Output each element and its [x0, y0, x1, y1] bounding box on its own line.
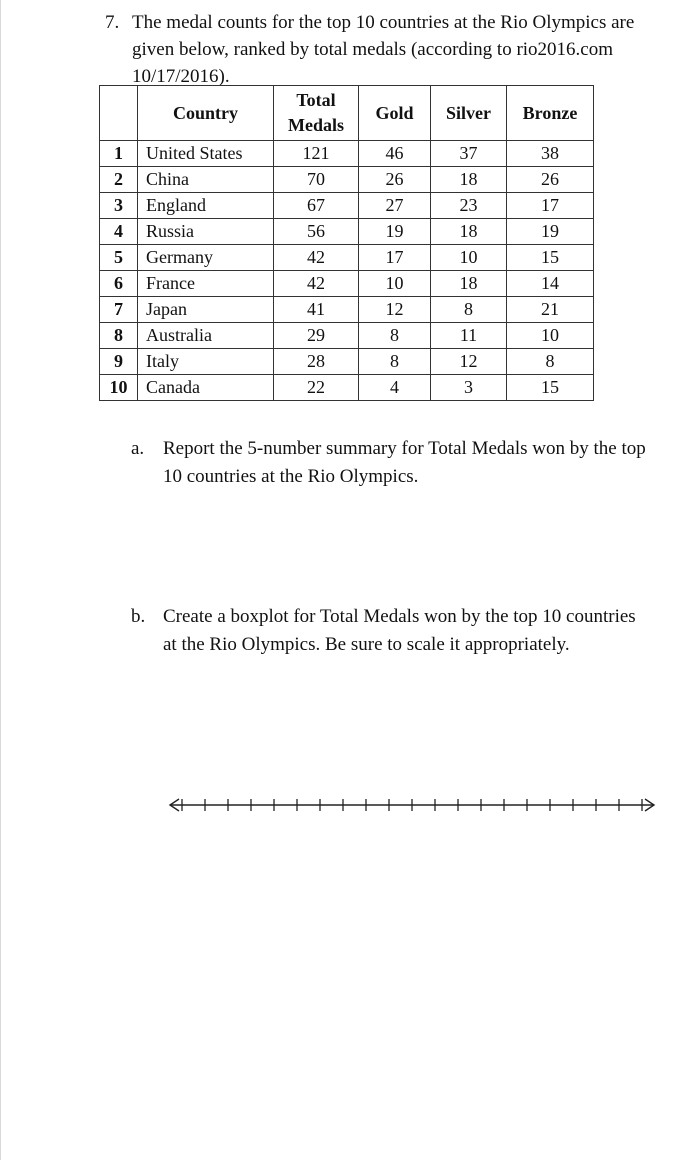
- part-a-question: [131, 435, 651, 491]
- cell-bronze: 15: [507, 245, 594, 271]
- cell-silver: 18: [431, 219, 507, 245]
- cell-rank: 5: [100, 245, 138, 271]
- cell-bronze: 21: [507, 297, 594, 323]
- cell-gold: 27: [359, 193, 431, 219]
- cell-bronze: 10: [507, 323, 594, 349]
- cell-bronze: 15: [507, 375, 594, 401]
- cell-silver: 8: [431, 297, 507, 323]
- cell-silver: 3: [431, 375, 507, 401]
- table-row: [100, 167, 594, 193]
- cell-gold: 17: [359, 245, 431, 271]
- cell-total: 22: [274, 375, 359, 401]
- cell-country: China: [138, 167, 274, 193]
- cell-country: Germany: [138, 245, 274, 271]
- cell-country: England: [138, 193, 274, 219]
- cell-gold: 46: [359, 141, 431, 167]
- cell-country: Canada: [138, 375, 274, 401]
- number-line-ticks: [182, 799, 642, 811]
- header-bronze: Bronze: [507, 86, 594, 141]
- cell-rank: 9: [100, 349, 138, 375]
- cell-silver: 11: [431, 323, 507, 349]
- cell-country: Italy: [138, 349, 274, 375]
- table-row: [100, 245, 594, 271]
- cell-rank: 7: [100, 297, 138, 323]
- cell-gold: 19: [359, 219, 431, 245]
- cell-total: 56: [274, 219, 359, 245]
- cell-rank: 10: [100, 375, 138, 401]
- table-row: [100, 271, 594, 297]
- cell-bronze: 14: [507, 271, 594, 297]
- cell-total: 29: [274, 323, 359, 349]
- cell-bronze: 26: [507, 167, 594, 193]
- header-total-medals: Total Medals: [274, 86, 359, 141]
- header-country: Country: [138, 86, 274, 141]
- part-b-question: [131, 603, 651, 659]
- table-header-row: [100, 86, 594, 141]
- number-line: [168, 794, 658, 816]
- cell-total: 70: [274, 167, 359, 193]
- cell-bronze: 8: [507, 349, 594, 375]
- page-left-border: [0, 0, 1, 1160]
- table-row: [100, 349, 594, 375]
- problem-statement: [105, 9, 665, 90]
- cell-country: Japan: [138, 297, 274, 323]
- cell-total: 28: [274, 349, 359, 375]
- cell-country: Russia: [138, 219, 274, 245]
- table-row: [100, 375, 594, 401]
- cell-gold: 8: [359, 323, 431, 349]
- cell-gold: 12: [359, 297, 431, 323]
- header-gold: Gold: [359, 86, 431, 141]
- header-rank: [100, 86, 138, 141]
- cell-rank: 6: [100, 271, 138, 297]
- cell-silver: 18: [431, 271, 507, 297]
- cell-total: 121: [274, 141, 359, 167]
- cell-total: 67: [274, 193, 359, 219]
- cell-gold: 8: [359, 349, 431, 375]
- cell-gold: 26: [359, 167, 431, 193]
- cell-bronze: 19: [507, 219, 594, 245]
- cell-gold: 10: [359, 271, 431, 297]
- part-a-text: Report the 5-number summary for Total Medals won by the top 10 countries at the Rio Olympics.: [163, 438, 646, 487]
- cell-bronze: 17: [507, 193, 594, 219]
- cell-total: 42: [274, 245, 359, 271]
- cell-country: France: [138, 271, 274, 297]
- cell-country: Australia: [138, 323, 274, 349]
- part-b-text: Create a boxplot for Total Medals won by the top 10 countries at the Rio Olympics. Be sure to scale it appropriately.: [163, 606, 636, 655]
- cell-bronze: 38: [507, 141, 594, 167]
- cell-silver: 12: [431, 349, 507, 375]
- cell-total: 42: [274, 271, 359, 297]
- cell-country: United States: [138, 141, 274, 167]
- table-row: [100, 141, 594, 167]
- cell-silver: 37: [431, 141, 507, 167]
- cell-rank: 1: [100, 141, 138, 167]
- table-row: [100, 193, 594, 219]
- part-a-label: a.: [131, 438, 145, 459]
- cell-silver: 10: [431, 245, 507, 271]
- part-b-label: b.: [131, 606, 146, 627]
- table-row: [100, 219, 594, 245]
- cell-silver: 23: [431, 193, 507, 219]
- cell-gold: 4: [359, 375, 431, 401]
- table-row: [100, 323, 594, 349]
- cell-total: 41: [274, 297, 359, 323]
- cell-rank: 4: [100, 219, 138, 245]
- cell-rank: 3: [100, 193, 138, 219]
- problem-text: The medal counts for the top 10 countries at the Rio Olympics are given below, ranked by total medals (according to rio2016.com 10/17/2016).: [132, 12, 635, 87]
- problem-number: 7.: [105, 12, 120, 33]
- cell-rank: 2: [100, 167, 138, 193]
- table-row: [100, 297, 594, 323]
- medal-table: [99, 85, 594, 401]
- cell-silver: 18: [431, 167, 507, 193]
- cell-rank: 8: [100, 323, 138, 349]
- header-silver: Silver: [431, 86, 507, 141]
